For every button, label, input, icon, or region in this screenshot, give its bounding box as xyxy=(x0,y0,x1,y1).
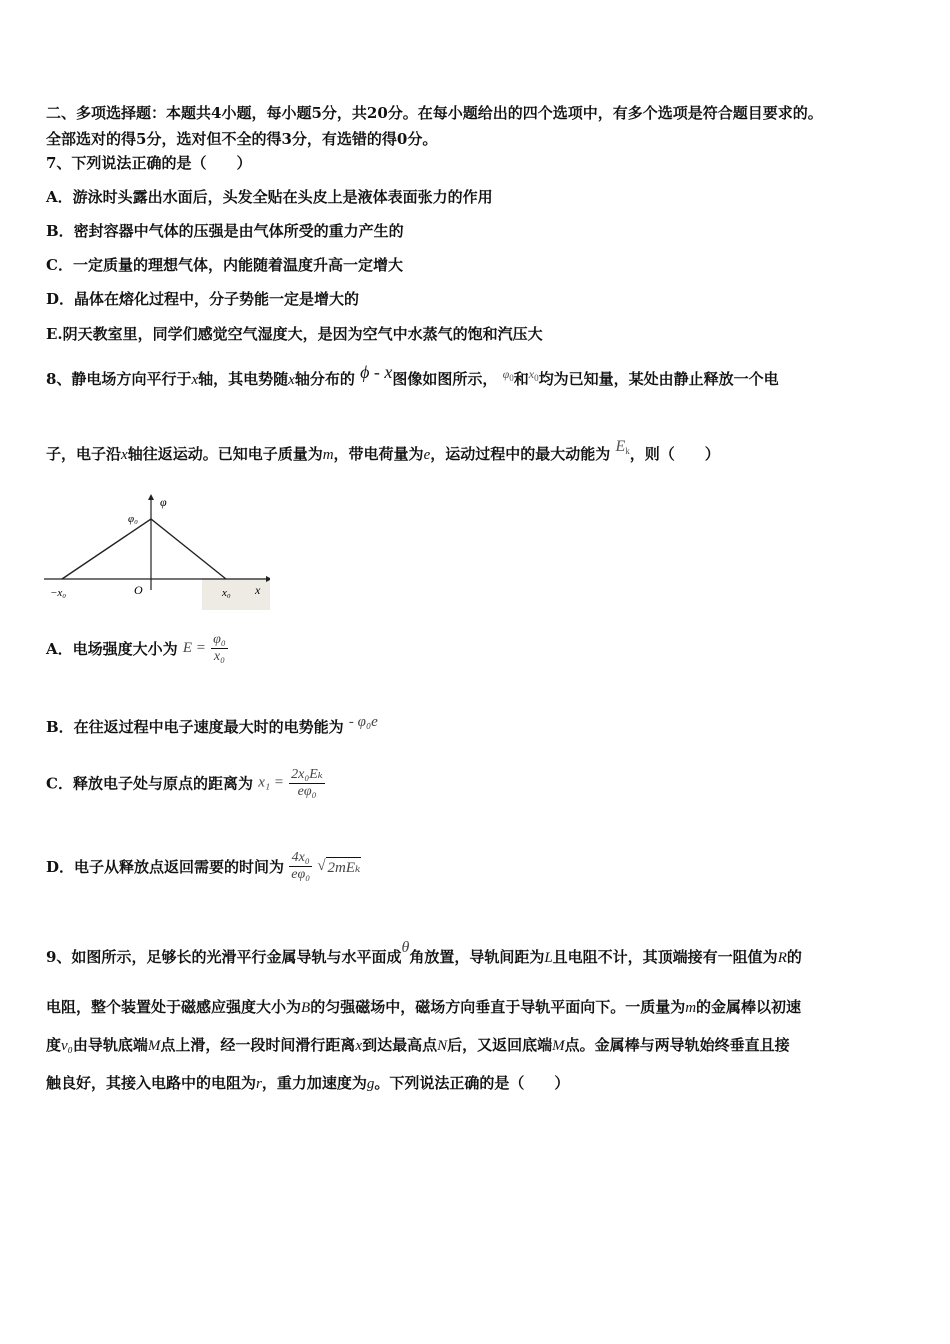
q8-option-c: C．释放电子处与原点的距离为 x₁ = $\frac{\text{2x₀Eₖ}}{\text{eφ₀}}$ xyxy=(46,767,323,799)
pos-x0-label: x₀ xyxy=(222,587,231,599)
phi-axis-label: φ xyxy=(160,495,167,509)
q8-stem-line2: 子，电子沿x轴往返运动。已知电子质量为m，带电荷量为e，运动过程中的最大动能为 $E_k$，则（ ） xyxy=(46,438,720,463)
q7-option-d: D．晶体在熔化过程中，分子势能一定是增大的 xyxy=(46,290,360,308)
q7-option-b: B．密封容器中气体的压强是由气体所受的重力产生的 xyxy=(46,222,404,240)
phi-axis-arrow xyxy=(148,494,154,500)
q7-option-c: C．一定质量的理想气体，内能随着温度升高一定增大 xyxy=(46,256,403,274)
q7-stem: 7、下列说法正确的是（ ） xyxy=(46,154,252,172)
q8-option-d: D．电子从释放点返回需要的时间为 $\frac{\text{4x₀}}{\text{eφ₀}}$ √ 2mEₖ xyxy=(46,850,361,882)
x-axis-label: x xyxy=(255,583,261,597)
q8-stem-line1: 8、静电场方向平行于x轴，其电势随x轴分布的 ϕ - x图像如图所示， $^{\varphi_0}$和$^{x_0}$均为已知量，某处由静止释放一个电 xyxy=(46,362,779,388)
q9-stem-line3: 度v₀由导轨底端M点上滑，经一段时间滑行距离x到达最高点N后，又返回底端M点。金属棒与两导轨始终垂直且接 xyxy=(46,1036,790,1054)
potential-curve xyxy=(62,519,226,579)
section-header-line2: 全部选对的得5分，选对但不全的得3分，有选错的得0分。 xyxy=(46,130,438,148)
q8-option-b: B．在往返过程中电子速度最大时的电势能为 - φ₀e xyxy=(46,714,378,736)
origin-label: O xyxy=(134,583,143,597)
q9-stem-line2: 电阻，整个装置处于磁感应强度大小为B的匀强磁场中，磁场方向垂直于导轨平面向下。一质量为m的金属棒以初速 xyxy=(46,998,802,1016)
phi-x-symbol: ϕ - x xyxy=(360,362,393,382)
q9-stem-line4: 触良好，其接入电路中的电阻为r，重力加速度为g。下列说法正确的是（ ） xyxy=(46,1074,570,1092)
q7-option-a: A．游泳时头露出水面后，头发全贴在头皮上是液体表面张力的作用 xyxy=(46,188,493,206)
q7-option-e: E.阴天教室里，同学们感觉空气湿度大，是因为空气中水蒸气的饱和汽压大 xyxy=(46,325,543,343)
q9-stem-line1: 9、如图所示，足够长的光滑平行金属导轨与水平面成θ角放置，导轨间距为L且电阻不计，其顶端接有一阻值为R的 xyxy=(46,939,802,966)
q8-option-a: A．电场强度大小为 E = $\frac{\text{φ₀}}{\text{x₀}}$ xyxy=(46,632,226,664)
phi0-tick-label: φ₀ xyxy=(128,513,138,525)
neg-x0-label: −x₀ xyxy=(50,587,67,599)
section-header-line1: 二、多项选择题：本题共4小题，每小题5分，共20分。在每小题给出的四个选项中，有多个选项是符合题目要求的。 xyxy=(46,104,823,122)
phi-x-graph xyxy=(44,492,270,610)
